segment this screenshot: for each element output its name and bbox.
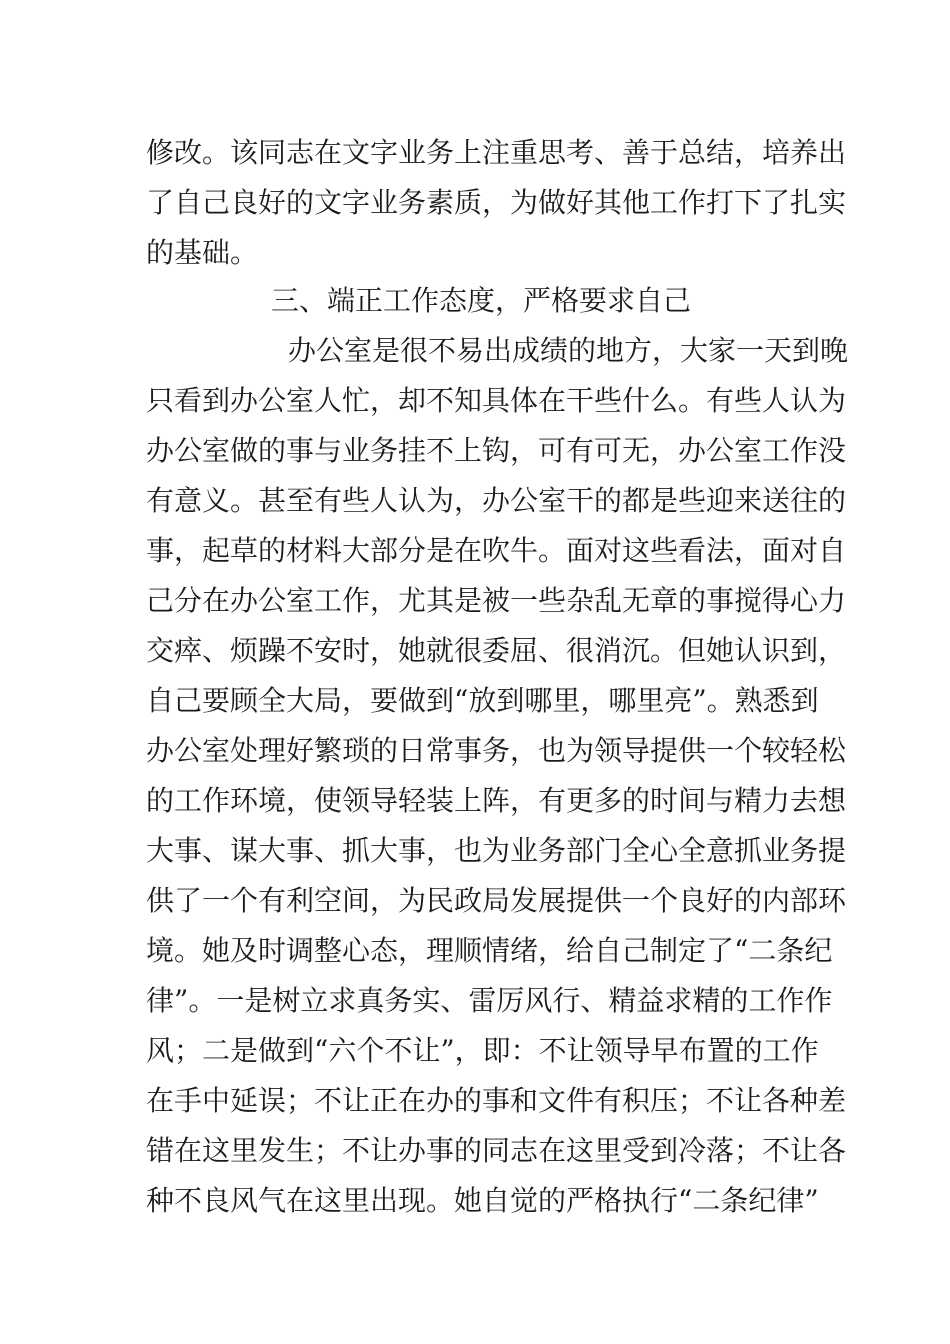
paragraph-line: 境。她及时调整心态，理顺情绪，给自己制定了“二条纪	[146, 934, 833, 967]
paragraph-line: 只看到办公室人忙，却不知具体在干些什么。有些人认为	[146, 384, 847, 417]
paragraph-line: 了自己良好的文字业务素质，为做好其他工作打下了扎实	[146, 186, 847, 219]
paragraph-line: 的工作环境，使领导轻装上阵，有更多的时间与精力去想	[146, 784, 847, 817]
section-heading: 三、端正工作态度，严格要求自己	[270, 284, 691, 317]
paragraph-line: 律”。一是树立求真务实、雷厉风行、精益求精的工作作	[146, 984, 833, 1017]
paragraph-line: 办公室是很不易出成绩的地方，大家一天到晚	[288, 334, 849, 367]
paragraph-line: 在手中延误；不让正在办的事和文件有积压；不让各种差	[146, 1084, 847, 1117]
paragraph-line: 修改。该同志在文字业务上注重思考、善于总结，培养出	[146, 136, 847, 169]
paragraph-line: 大事、谋大事、抓大事，也为业务部门全心全意抓业务提	[146, 834, 847, 867]
paragraph-line: 办公室处理好繁琐的日常事务，也为领导提供一个较轻松	[146, 734, 847, 767]
paragraph-line: 供了一个有利空间，为民政局发展提供一个良好的内部环	[146, 884, 847, 917]
paragraph-line: 办公室做的事与业务挂不上钩，可有可无，办公室工作没	[146, 434, 847, 467]
paragraph-line: 有意义。甚至有些人认为，办公室干的都是些迎来送往的	[146, 484, 847, 517]
paragraph-line: 错在这里发生；不让办事的同志在这里受到冷落；不让各	[146, 1134, 847, 1167]
paragraph-line: 的基础。	[146, 236, 259, 269]
paragraph-line: 风；二是做到“六个不让”，即：不让领导早布置的工作	[146, 1034, 819, 1067]
paragraph-line: 种不良风气在这里出现。她自觉的严格执行“二条纪律”	[146, 1184, 819, 1217]
paragraph-line: 己分在办公室工作，尤其是被一些杂乱无章的事搅得心力	[146, 584, 847, 617]
paragraph-line: 自己要顾全大局，要做到“放到哪里，哪里亮”。熟悉到	[146, 684, 819, 717]
paragraph-line: 交瘁、烦躁不安时，她就很委屈、很消沉。但她认识到，	[146, 634, 847, 667]
paragraph-line: 事，起草的材料大部分是在吹牛。面对这些看法，面对自	[146, 534, 847, 567]
